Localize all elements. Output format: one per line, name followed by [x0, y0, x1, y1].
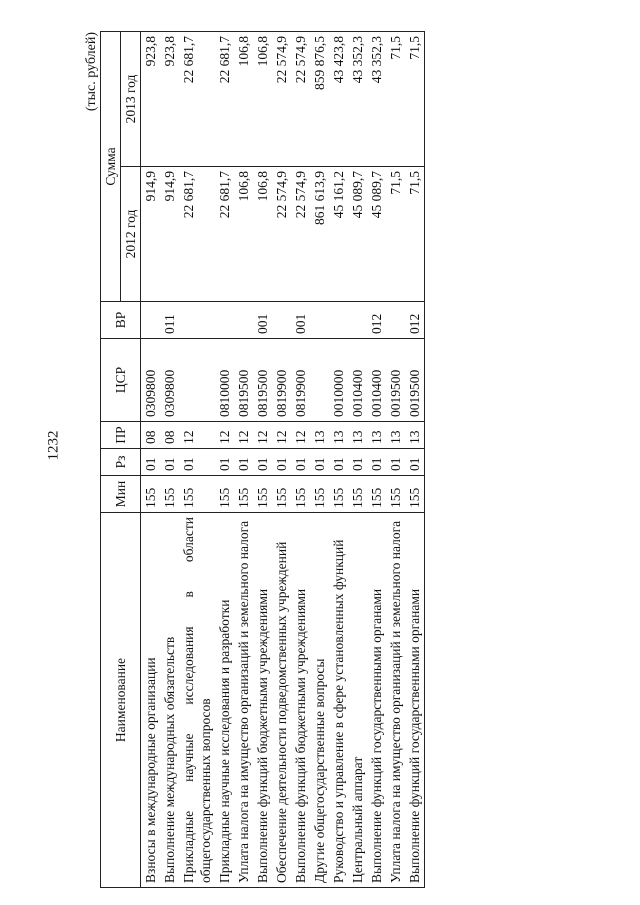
cell-y2013: 22 574,9 [272, 31, 291, 166]
cell-y2013: 43 423,8 [329, 31, 348, 166]
cell-csr: 0019500 [386, 339, 405, 422]
cell-vr: 012 [405, 302, 425, 339]
table-row [386, 31, 405, 887]
cell-y2012: 22 681,7 [215, 167, 234, 302]
cell-y2012: 106,8 [234, 167, 253, 302]
cell-csr: 0819500 [234, 339, 253, 422]
table-row [405, 31, 425, 887]
cell-pr: 13 [310, 422, 329, 449]
cell-y2012: 861 613,9 [310, 167, 329, 302]
table-row [234, 31, 253, 887]
cell-vr: 011 [160, 302, 179, 339]
cell-rz: 01 [215, 449, 234, 476]
cell-min: 155 [291, 476, 310, 513]
table-row [329, 31, 348, 887]
cell-rz: 01 [329, 449, 348, 476]
header-csr: ЦСР [101, 339, 141, 422]
cell-name: Руководство и управление в сфере установленных функций [329, 513, 348, 888]
cell-rz: 01 [310, 449, 329, 476]
rotated-page [72, 32, 612, 888]
cell-csr: 0010000 [329, 339, 348, 422]
cell-name: Прикладные научные исследования в области общегосударственных вопросов [179, 513, 215, 888]
cell-y2012: 22 574,9 [272, 167, 291, 302]
cell-min: 155 [405, 476, 425, 513]
cell-y2013: 106,8 [253, 31, 272, 166]
cell-name: Выполнение функций государственными органами [367, 513, 386, 888]
cell-pr: 12 [291, 422, 310, 449]
cell-vr [386, 302, 405, 339]
cell-min: 155 [272, 476, 291, 513]
table-row [291, 31, 310, 887]
cell-name: Уплата налога на имущество организаций и земельного налога [386, 513, 405, 888]
cell-rz: 01 [253, 449, 272, 476]
cell-rz: 01 [386, 449, 405, 476]
cell-name: Центральный аппарат [348, 513, 367, 888]
cell-csr: 0309800 [141, 339, 161, 422]
cell-vr [329, 302, 348, 339]
budget-table [100, 31, 425, 888]
units-note: (тыс. рублей) [84, 32, 99, 112]
cell-pr: 13 [386, 422, 405, 449]
header-2012: 2012 год [121, 167, 141, 302]
cell-min: 155 [329, 476, 348, 513]
cell-name: Другие общегосударственные вопросы [310, 513, 329, 888]
cell-name: Выполнение функций государственными органами [405, 513, 425, 888]
cell-name: Выполнение функций бюджетными учреждениями [253, 513, 272, 888]
cell-csr: 0309800 [160, 339, 179, 422]
cell-pr: 13 [405, 422, 425, 449]
cell-y2012: 45 161,2 [329, 167, 348, 302]
cell-pr: 12 [234, 422, 253, 449]
header-pr: ПР [101, 422, 141, 449]
cell-csr: 0010400 [348, 339, 367, 422]
header-name: Наименование [101, 513, 141, 888]
cell-csr: 0819900 [272, 339, 291, 422]
cell-y2013: 22 681,7 [215, 31, 234, 166]
cell-vr: 012 [367, 302, 386, 339]
cell-min: 155 [179, 476, 215, 513]
header-min: Мин [101, 476, 141, 513]
header-2013: 2013 год [121, 31, 141, 166]
cell-min: 155 [215, 476, 234, 513]
cell-min: 155 [234, 476, 253, 513]
cell-y2012: 914,9 [141, 167, 161, 302]
cell-vr [179, 302, 215, 339]
cell-rz: 01 [348, 449, 367, 476]
cell-name: Уплата налога на имущество организаций и земельного налога [234, 513, 253, 888]
table-row [348, 31, 367, 887]
cell-y2013: 22 574,9 [291, 31, 310, 166]
cell-csr: 0019500 [405, 339, 425, 422]
table-row [141, 31, 161, 887]
cell-y2012: 106,8 [253, 167, 272, 302]
cell-name: Взносы в международные организации [141, 513, 161, 888]
cell-pr: 12 [272, 422, 291, 449]
cell-min: 155 [310, 476, 329, 513]
cell-y2013: 923,8 [141, 31, 161, 166]
cell-min: 155 [141, 476, 161, 513]
cell-min: 155 [367, 476, 386, 513]
cell-name: Прикладные научные исследования и разработки [215, 513, 234, 888]
cell-y2013: 71,5 [386, 31, 405, 166]
table-row [253, 31, 272, 887]
cell-rz: 01 [234, 449, 253, 476]
table-row [160, 31, 179, 887]
cell-y2013: 22 681,7 [179, 31, 215, 166]
cell-csr [310, 339, 329, 422]
cell-pr: 13 [348, 422, 367, 449]
cell-rz: 01 [291, 449, 310, 476]
cell-vr: 001 [253, 302, 272, 339]
cell-pr: 12 [253, 422, 272, 449]
cell-name: Выполнение функций бюджетными учреждениями [291, 513, 310, 888]
cell-csr: 0010400 [367, 339, 386, 422]
cell-min: 155 [160, 476, 179, 513]
table-row [272, 31, 291, 887]
table-row [367, 31, 386, 887]
cell-pr: 08 [141, 422, 161, 449]
cell-y2012: 45 089,7 [367, 167, 386, 302]
cell-csr [179, 339, 215, 422]
cell-vr: 001 [291, 302, 310, 339]
cell-rz: 01 [179, 449, 215, 476]
cell-y2013: 43 352,3 [348, 31, 367, 166]
cell-vr [348, 302, 367, 339]
cell-y2013: 859 876,5 [310, 31, 329, 166]
table-row [215, 31, 234, 887]
cell-pr: 12 [179, 422, 215, 449]
cell-name: Обеспечение деятельности подведомственных учреждений [272, 513, 291, 888]
cell-y2012: 914,9 [160, 167, 179, 302]
table-row [310, 31, 329, 887]
cell-rz: 01 [367, 449, 386, 476]
cell-pr: 13 [329, 422, 348, 449]
cell-rz: 01 [141, 449, 161, 476]
cell-pr: 12 [215, 422, 234, 449]
cell-y2012: 71,5 [386, 167, 405, 302]
cell-csr: 0810000 [215, 339, 234, 422]
cell-vr [234, 302, 253, 339]
cell-min: 155 [253, 476, 272, 513]
cell-vr [310, 302, 329, 339]
cell-y2013: 923,8 [160, 31, 179, 166]
cell-vr [141, 302, 161, 339]
cell-rz: 01 [160, 449, 179, 476]
header-rz: Рз [101, 449, 141, 476]
page-number: 1232 [45, 430, 62, 461]
cell-name: Выполнение международных обязательств [160, 513, 179, 888]
cell-y2013: 71,5 [405, 31, 425, 166]
cell-csr: 0819900 [291, 339, 310, 422]
cell-y2013: 106,8 [234, 31, 253, 166]
cell-rz: 01 [405, 449, 425, 476]
header-sum: Сумма [101, 31, 121, 301]
cell-y2013: 43 352,3 [367, 31, 386, 166]
cell-y2012: 22 681,7 [179, 167, 215, 302]
cell-y2012: 22 574,9 [291, 167, 310, 302]
cell-csr: 0819500 [253, 339, 272, 422]
header-vr: ВР [101, 302, 141, 339]
cell-vr [215, 302, 234, 339]
cell-pr: 13 [367, 422, 386, 449]
cell-min: 155 [386, 476, 405, 513]
cell-y2012: 45 089,7 [348, 167, 367, 302]
cell-min: 155 [348, 476, 367, 513]
cell-y2012: 71,5 [405, 167, 425, 302]
cell-pr: 08 [160, 422, 179, 449]
cell-rz: 01 [272, 449, 291, 476]
table-row [179, 31, 215, 887]
cell-vr [272, 302, 291, 339]
